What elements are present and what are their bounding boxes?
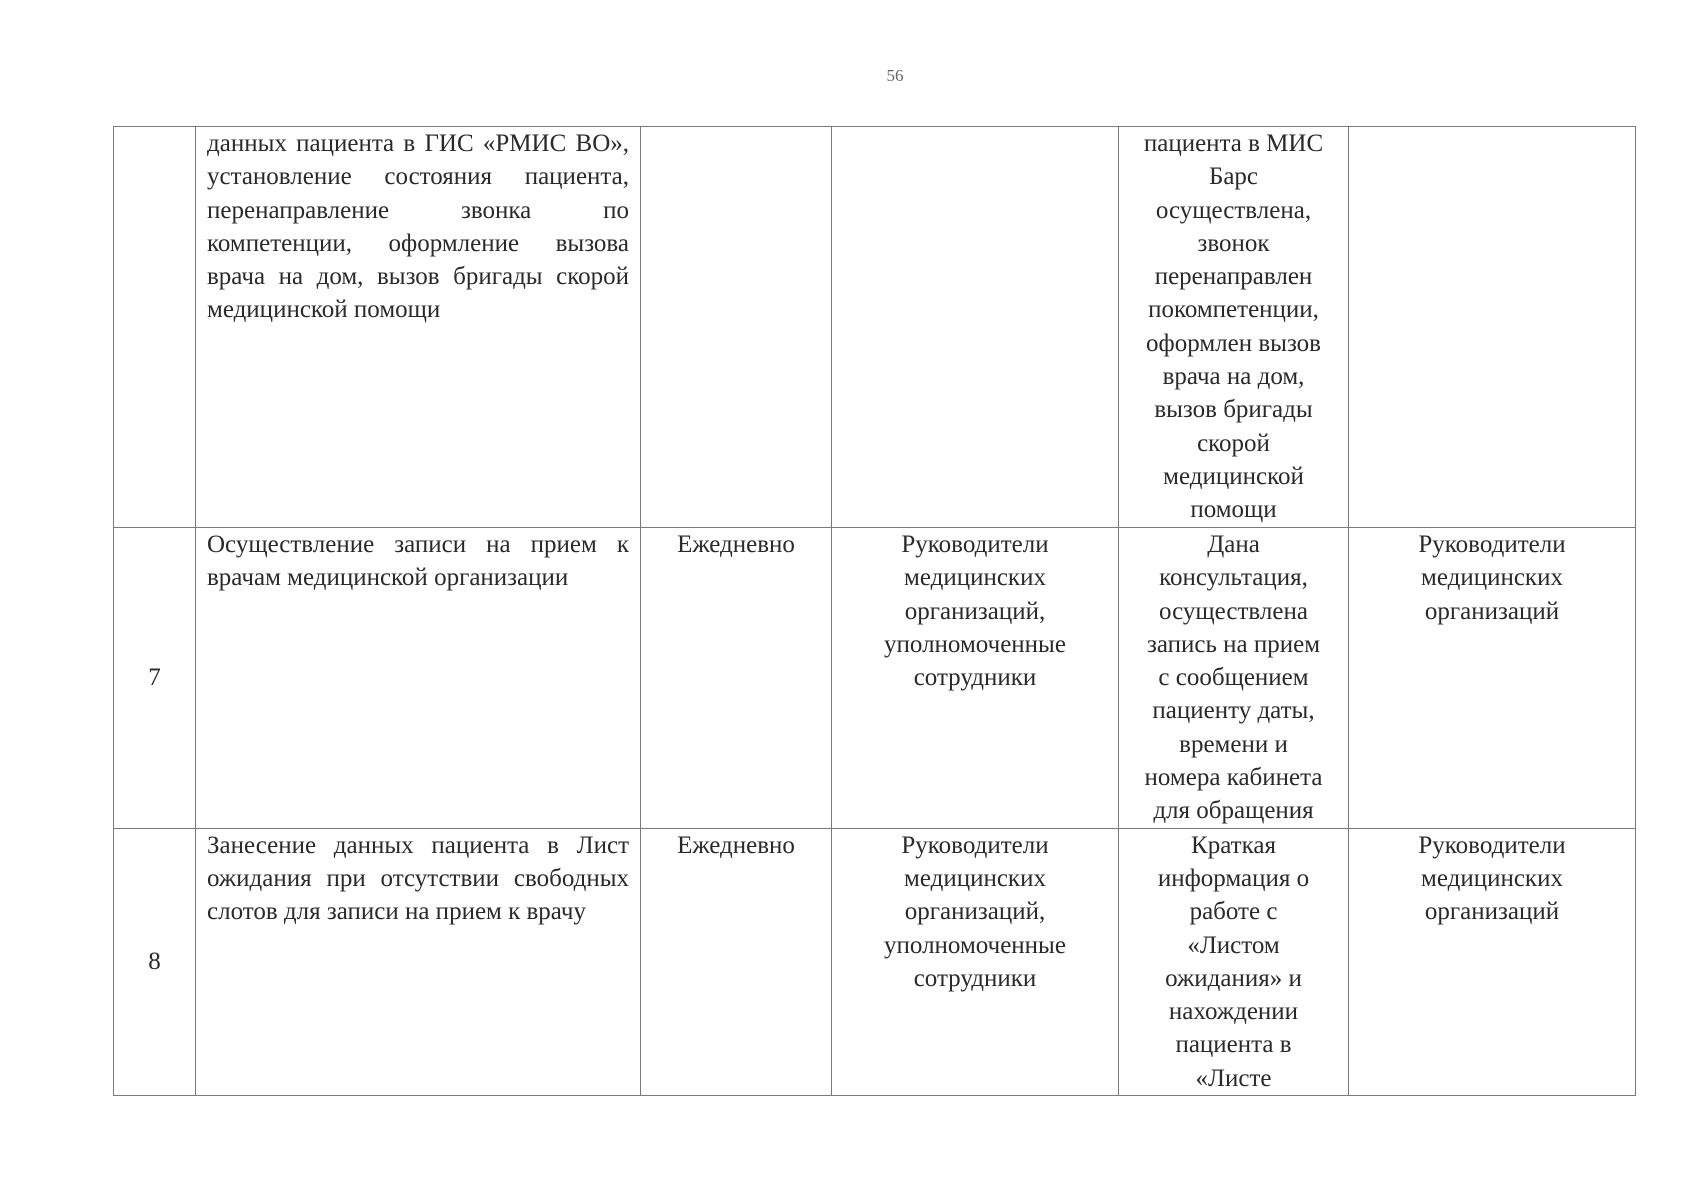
control-cell	[1349, 828, 1636, 1095]
result-cell	[1119, 828, 1349, 1095]
action-text: Осуществление записи на прием к врачам медицинской организации	[207, 531, 629, 592]
responsible-text: Руководители медицинских организаций, уполномоченные сотрудники	[884, 531, 1066, 692]
action-cell	[196, 828, 641, 1095]
period-text: Ежедневно	[677, 831, 795, 859]
control-text: Руководители медицинских организаций	[1418, 831, 1566, 926]
control-text: Руководители медицинских организаций	[1418, 531, 1566, 625]
period-text: Ежедневно	[677, 531, 795, 558]
period-cell	[641, 127, 832, 528]
result-cell	[1119, 127, 1349, 528]
document-table	[113, 126, 1636, 1096]
control-cell	[1349, 127, 1636, 528]
row-number-cell	[114, 127, 196, 528]
row-number-cell	[114, 828, 196, 1095]
row-number-cell	[114, 528, 196, 829]
row-number: 8	[148, 948, 161, 976]
result-cell	[1119, 528, 1349, 829]
responsible-text: Руководители медицинских организаций, уполномоченные сотрудники	[884, 831, 1066, 992]
row-number: 7	[148, 664, 161, 692]
result-text: Дана консультация, осуществлена запись на прием с сообщением пациенту даты, времени и номера кабинета для обращения	[1144, 531, 1323, 825]
responsible-cell	[832, 528, 1119, 829]
action-text: Занесение данных пациента в Лист ожидания при отсутствии свободных слотов для записи на прием к врачу	[207, 831, 629, 926]
result-text: Краткая информация о работе с «Листом ожидания» и нахождении пациента в «Листе	[1157, 831, 1310, 1092]
action-text: данных пациента в ГИС «РМИС ВО», установление состояния пациента, перенаправление звонка по компетенции, оформление вызова врача на дом, вызов бригады скорой медицинской помощи	[207, 130, 629, 324]
table-row	[114, 528, 1636, 829]
period-cell	[641, 828, 832, 1095]
table-row	[114, 127, 1636, 528]
table-row	[114, 828, 1636, 1095]
result-text: пациента в МИС Барс осуществлена, звонок перенаправлен покомпетенции, оформлен вызов врача на дом, вызов бригады скорой медицинской помощи	[1143, 130, 1324, 524]
period-cell	[641, 528, 832, 829]
responsible-cell	[832, 127, 1119, 528]
page-number: 56	[886, 66, 904, 85]
responsible-cell	[832, 828, 1119, 1095]
action-cell	[196, 528, 641, 829]
control-cell	[1349, 528, 1636, 829]
action-cell	[196, 127, 641, 528]
